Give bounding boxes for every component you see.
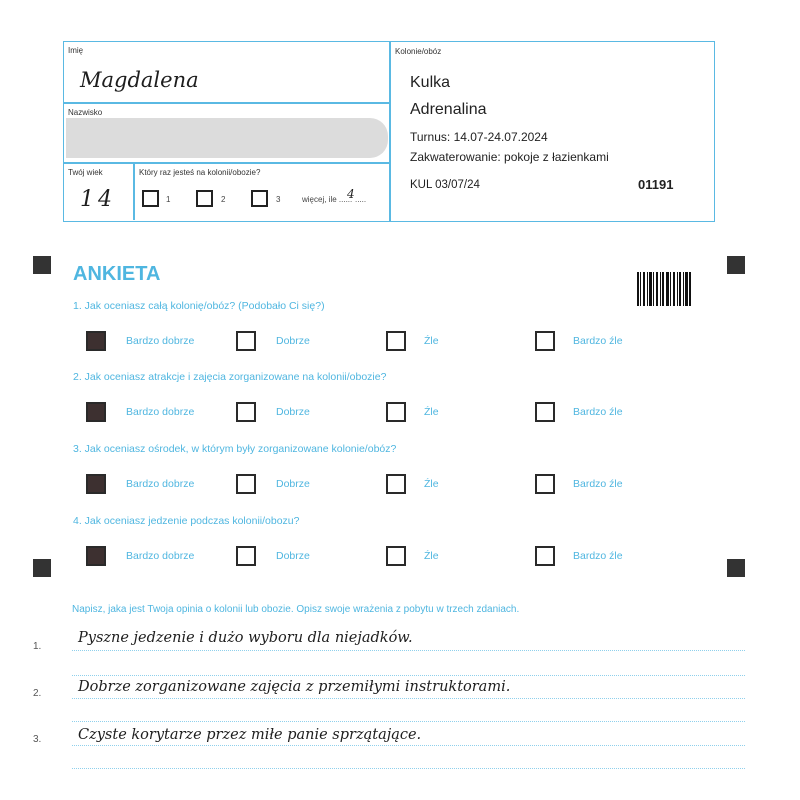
turnus-text: Turnus: 14.07-24.07.2024 [410, 130, 548, 144]
zakwaterowanie-text: Zakwaterowanie: pokoje z łazienkami [410, 150, 609, 164]
barcode-icon [637, 272, 691, 306]
wiecej-value[interactable]: 4 [347, 187, 355, 201]
question-4-option-3-label: Źle [424, 550, 439, 562]
survey-title: ANKIETA [73, 263, 161, 285]
question-2-option-3-checkbox[interactable] [386, 402, 406, 422]
question-1-option-4-checkbox[interactable] [535, 331, 555, 351]
question-4-option-2-checkbox[interactable] [236, 546, 256, 566]
ktory-raz-number-3: 3 [276, 195, 281, 204]
question-1-option-1-checkbox[interactable] [86, 331, 106, 351]
question-3-text: 3. Jak oceniasz ośrodek, w którym były zorganizowane kolonie/obóz? [73, 443, 397, 455]
question-4-text: 4. Jak oceniasz jedzenie podczas kolonii/obozu? [73, 515, 300, 527]
age-divider [133, 162, 135, 220]
wiek-label: Twój wiek [68, 168, 103, 177]
wiecej-suffix: ..... [355, 195, 367, 204]
ktory-raz-checkbox-3[interactable] [251, 190, 268, 207]
registration-marker-bottom-right [727, 559, 745, 577]
registration-marker-bottom-left [33, 559, 51, 577]
answer-line-2 [72, 698, 745, 699]
question-4-option-4-checkbox[interactable] [535, 546, 555, 566]
question-3-option-4-label: Bardzo źle [573, 478, 623, 490]
question-4-option-1-label: Bardzo dobrze [126, 550, 195, 562]
imie-value[interactable]: Magdalena [80, 68, 199, 92]
ktory-raz-checkbox-1[interactable] [142, 190, 159, 207]
question-1-text: 1. Jak oceniasz całą kolonię/obóz? (Podobało Ci się?) [73, 300, 325, 312]
question-2-option-3-label: Źle [424, 406, 439, 418]
kolonie-name: Kulka [410, 74, 451, 91]
answer-text-2[interactable]: Dobrze zorganizowane zajęcia z przemiłymi instruktorami. [78, 679, 511, 695]
question-2-option-4-checkbox[interactable] [535, 402, 555, 422]
answer-number-3: 3. [33, 734, 42, 745]
answer-text-3[interactable]: Czyste korytarze przez miłe panie sprzątające. [78, 727, 422, 743]
kolonie-label: Kolonie/obóz [395, 47, 442, 56]
question-2-text: 2. Jak oceniasz atrakcje i zajęcia zorganizowane na kolonii/obozie? [73, 371, 387, 383]
registration-marker-top-right [727, 256, 745, 274]
wiecej-label: więcej, ile ...... [302, 195, 353, 204]
question-4-option-4-label: Bardzo źle [573, 550, 623, 562]
answer-number-1: 1. [33, 641, 42, 652]
registration-marker-top-left [33, 256, 51, 274]
question-3-option-3-checkbox[interactable] [386, 474, 406, 494]
nazwisko-label: Nazwisko [68, 108, 103, 117]
answer-line-1 [72, 650, 745, 651]
question-1-option-1-label: Bardzo dobrze [126, 335, 195, 347]
imie-label: Imię [68, 46, 84, 55]
question-4-option-3-checkbox[interactable] [386, 546, 406, 566]
question-3-option-1-label: Bardzo dobrze [126, 478, 195, 490]
answer-line-3 [72, 745, 745, 746]
answer-line-2b [72, 721, 745, 722]
answer-line-1b [72, 675, 745, 676]
question-3-option-4-checkbox[interactable] [535, 474, 555, 494]
nazwisko-redacted [66, 118, 388, 158]
question-3-option-2-label: Dobrze [276, 478, 310, 490]
question-2-option-1-checkbox[interactable] [86, 402, 106, 422]
question-2-option-2-checkbox[interactable] [236, 402, 256, 422]
numer-text: 01191 [638, 177, 674, 192]
question-3-option-1-checkbox[interactable] [86, 474, 106, 494]
opinion-prompt: Napisz, jaka jest Twoja opinia o kolonii lub obozie. Opisz swoje wrażenia z pobytu w trzech zdaniach. [72, 604, 520, 615]
question-2-option-4-label: Bardzo źle [573, 406, 623, 418]
question-1-option-4-label: Bardzo źle [573, 335, 623, 347]
answer-line-3b [72, 768, 745, 769]
question-4-option-1-checkbox[interactable] [86, 546, 106, 566]
kolonie-program: Adrenalina [410, 101, 487, 118]
ktory-raz-checkbox-2[interactable] [196, 190, 213, 207]
question-1-option-3-label: Źle [424, 335, 439, 347]
kod-text: KUL 03/07/24 [410, 179, 480, 191]
answer-text-1[interactable]: Pyszne jedzenie i dużo wyboru dla niejadków. [78, 630, 413, 646]
question-4-option-2-label: Dobrze [276, 550, 310, 562]
question-1-option-2-label: Dobrze [276, 335, 310, 347]
question-3-option-2-checkbox[interactable] [236, 474, 256, 494]
question-2-option-2-label: Dobrze [276, 406, 310, 418]
question-3-option-3-label: Źle [424, 478, 439, 490]
question-1-option-3-checkbox[interactable] [386, 331, 406, 351]
question-1-option-2-checkbox[interactable] [236, 331, 256, 351]
answer-number-2: 2. [33, 688, 42, 699]
question-2-option-1-label: Bardzo dobrze [126, 406, 195, 418]
ktory-raz-label: Który raz jesteś na kolonii/obozie? [139, 168, 261, 177]
ktory-raz-number-2: 2 [221, 195, 226, 204]
wiek-value[interactable]: 14 [80, 187, 116, 212]
ktory-raz-number-1: 1 [166, 195, 171, 204]
